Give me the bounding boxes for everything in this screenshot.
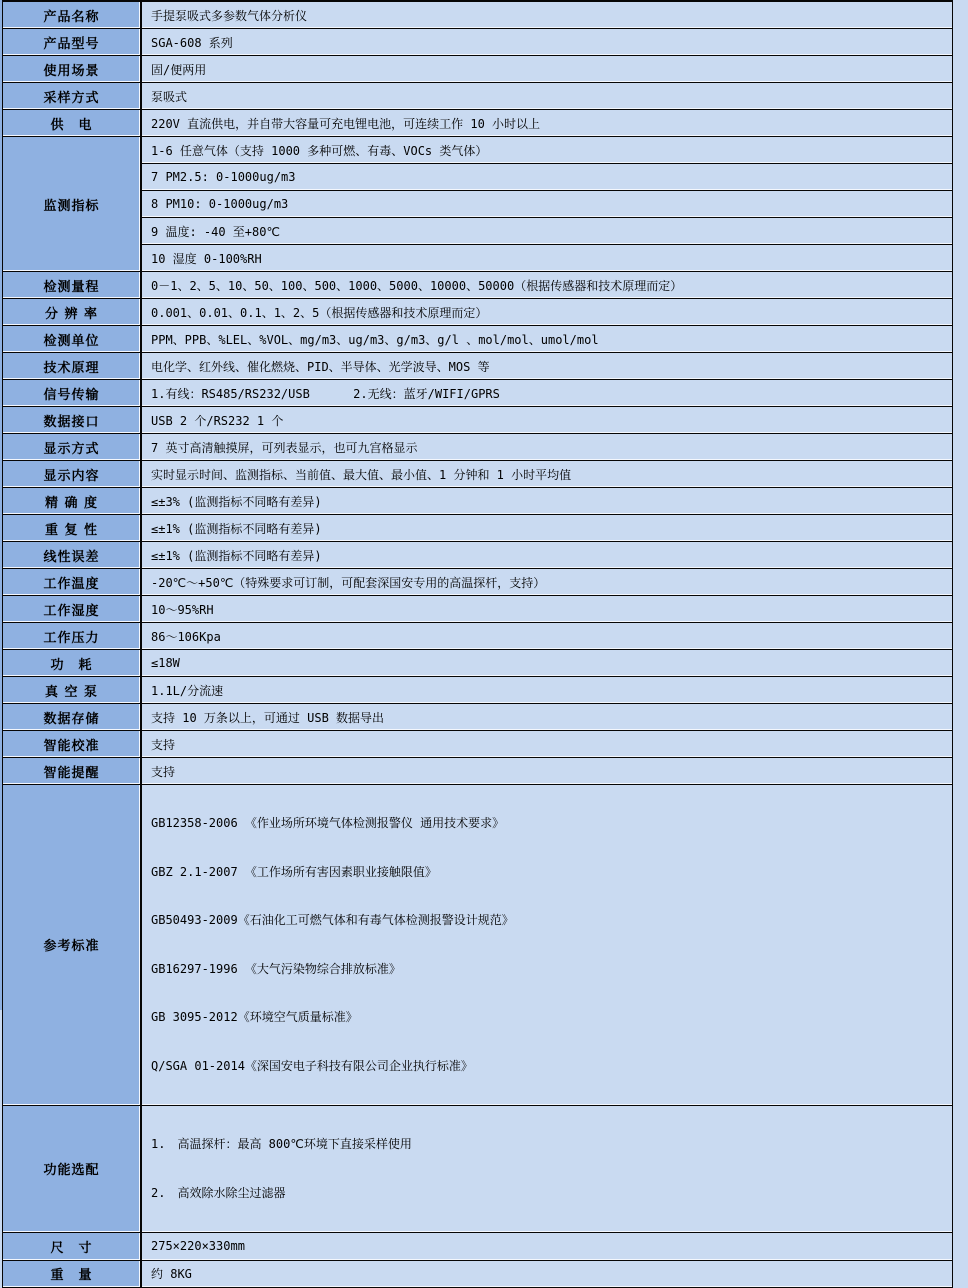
table-row — [3, 677, 952, 704]
table-row — [3, 299, 952, 326]
label-working-temperature: 工作温度 — [3, 569, 142, 596]
value-accuracy: ≤±3% (监测指标不同略有差异) — [142, 488, 952, 515]
label-signal-transmission: 信号传输 — [3, 380, 142, 407]
value-vacuum-pump: 1.1L/分流速 — [142, 677, 952, 704]
label-product-name: 产品名称 — [3, 2, 142, 29]
label-data-storage: 数据存储 — [3, 704, 142, 731]
value-power-consumption: ≤18W — [142, 650, 952, 677]
label-detection-units: 检测单位 — [3, 326, 142, 353]
table-row — [3, 785, 952, 1106]
table-row — [3, 191, 952, 218]
optional-feature-line: 2. 高效除水除尘过滤器 — [151, 1185, 286, 1200]
reference-standard-line: GB50493-2009《石油化工可燃气体和有毒气体检测报警设计规范》 — [151, 913, 514, 928]
table-row — [3, 1106, 952, 1233]
value-working-humidity: 10～95%RH — [142, 596, 952, 623]
label-sampling-method: 采样方式 — [3, 83, 142, 110]
reference-standard-line: GB16297-1996 《大气污染物综合排放标准》 — [151, 961, 401, 976]
table-row — [3, 542, 952, 569]
label-technical-principle: 技术原理 — [3, 353, 142, 380]
label-reference-standards: 参考标准 — [3, 785, 142, 1106]
table-row — [3, 731, 952, 758]
table-row — [3, 596, 952, 623]
value-working-pressure: 86～106Kpa — [142, 623, 952, 650]
reference-standard-line: GB 3095-2012《环境空气质量标准》 — [151, 1010, 358, 1025]
value-product-model: SGA-608 系列 — [142, 29, 952, 56]
value-repeatability: ≤±1% (监测指标不同略有差异) — [142, 515, 952, 542]
table-row — [3, 488, 952, 515]
table-row — [3, 1261, 952, 1288]
table-row — [3, 758, 952, 785]
label-accuracy: 精 确 度 — [3, 488, 142, 515]
label-power-supply: 供 电 — [3, 110, 142, 137]
value-data-interface: USB 2 个/RS232 1 个 — [142, 407, 952, 434]
label-data-interface: 数据接口 — [3, 407, 142, 434]
optional-feature-line: 1. 高温探杆：最高 800℃环境下直接采样使用 — [151, 1136, 412, 1151]
table-row — [3, 407, 952, 434]
label-smart-reminder: 智能提醒 — [3, 758, 142, 785]
value-optional-features — [142, 1106, 952, 1233]
table-row — [3, 353, 952, 380]
table-row — [3, 137, 952, 164]
table-row — [3, 461, 952, 488]
table-row — [3, 56, 952, 83]
value-sampling-method: 泵吸式 — [142, 83, 952, 110]
label-detection-range: 检测量程 — [3, 272, 142, 299]
value-weight: 约 8KG — [142, 1261, 952, 1288]
table-row — [3, 623, 952, 650]
value-product-name: 手提泵吸式多参数气体分析仪 — [142, 2, 952, 29]
table-row — [3, 1233, 952, 1261]
value-detection-range: 0－1、2、5、10、50、100、500、1000、5000、10000、50000（根据传感器和技术原理而定） — [142, 272, 952, 299]
table-row — [3, 2, 952, 29]
table-row — [3, 326, 952, 353]
value-working-temperature: -20℃～+50℃（特殊要求可订制，可配套深国安专用的高温探杆，支持） — [142, 569, 952, 596]
table-row — [3, 245, 952, 272]
value-smart-calibration: 支持 — [142, 731, 952, 758]
table-row — [3, 380, 952, 407]
label-resolution: 分 辨 率 — [3, 299, 142, 326]
reference-standard-line: GB12358-2006 《作业场所环境气体检测报警仪 通用技术要求》 — [151, 816, 505, 830]
value-monitoring-indicator-2: 7 PM2.5: 0-1000ug/m3 — [142, 164, 952, 191]
reference-standard-line: GBZ 2.1-2007 《工作场所有害因素职业接触限值》 — [151, 864, 437, 879]
value-monitoring-indicator-3: 8 PM10: 0-1000ug/m3 — [142, 191, 952, 218]
value-dimensions: 275×220×330mm — [142, 1233, 952, 1261]
value-monitoring-indicator-5: 10 湿度 0-100%RH — [142, 245, 952, 272]
label-usage-scenario: 使用场景 — [3, 56, 142, 83]
table-row — [3, 272, 952, 299]
label-power-consumption: 功 耗 — [3, 650, 142, 677]
product-spec-table — [2, 0, 953, 1288]
value-monitoring-indicator-1: 1-6 任意气体（支持 1000 多种可燃、有毒、VOCs 类气体） — [142, 137, 952, 164]
table-row — [3, 164, 952, 191]
label-smart-calibration: 智能校准 — [3, 731, 142, 758]
value-data-storage: 支持 10 万条以上，可通过 USB 数据导出 — [142, 704, 952, 731]
label-product-model: 产品型号 — [3, 29, 142, 56]
label-monitoring-indicators: 监测指标 — [3, 137, 142, 272]
label-dimensions: 尺 寸 — [3, 1233, 142, 1261]
value-monitoring-indicator-4: 9 温度: -40 至+80℃ — [142, 218, 952, 245]
label-optional-features: 功能选配 — [3, 1106, 142, 1233]
label-working-humidity: 工作湿度 — [3, 596, 142, 623]
value-detection-units: PPM、PPB、%LEL、%VOL、mg/m3、ug/m3、g/m3、g/l 、mol/mol、umol/mol — [142, 326, 952, 353]
value-usage-scenario: 固/便两用 — [142, 56, 952, 83]
label-repeatability: 重 复 性 — [3, 515, 142, 542]
table-row — [3, 569, 952, 596]
table-row — [3, 218, 952, 245]
table-row — [3, 434, 952, 461]
label-weight: 重 量 — [3, 1261, 142, 1288]
table-row — [3, 83, 952, 110]
value-resolution: 0.001、0.01、0.1、1、2、5（根据传感器和技术原理而定） — [142, 299, 952, 326]
label-working-pressure: 工作压力 — [3, 623, 142, 650]
reference-standard-line: Q/SGA 01-2014《深国安电子科技有限公司企业执行标准》 — [151, 1058, 473, 1073]
value-display-content: 实时显示时间、监测指标、当前值、最大值、最小值、1 分钟和 1 小时平均值 — [142, 461, 952, 488]
value-power-supply: 220V 直流供电，并自带大容量可充电锂电池，可连续工作 10 小时以上 — [142, 110, 952, 137]
table-row — [3, 704, 952, 731]
table-row — [3, 515, 952, 542]
label-display-mode: 显示方式 — [3, 434, 142, 461]
table-row — [3, 29, 952, 56]
value-linearity-error: ≤±1% (监测指标不同略有差异) — [142, 542, 952, 569]
table-row — [3, 110, 952, 137]
label-vacuum-pump: 真 空 泵 — [3, 677, 142, 704]
value-technical-principle: 电化学、红外线、催化燃烧、PID、半导体、光学波导、MOS 等 — [142, 353, 952, 380]
label-display-content: 显示内容 — [3, 461, 142, 488]
table-row — [3, 650, 952, 677]
value-signal-transmission: 1.有线：RS485/RS232/USB 2.无线：蓝牙/WIFI/GPRS — [142, 380, 952, 407]
value-reference-standards — [142, 785, 952, 1106]
value-display-mode: 7 英寸高清触摸屏，可列表显示，也可九宫格显示 — [142, 434, 952, 461]
label-linearity-error: 线性误差 — [3, 542, 142, 569]
value-smart-reminder: 支持 — [142, 758, 952, 785]
